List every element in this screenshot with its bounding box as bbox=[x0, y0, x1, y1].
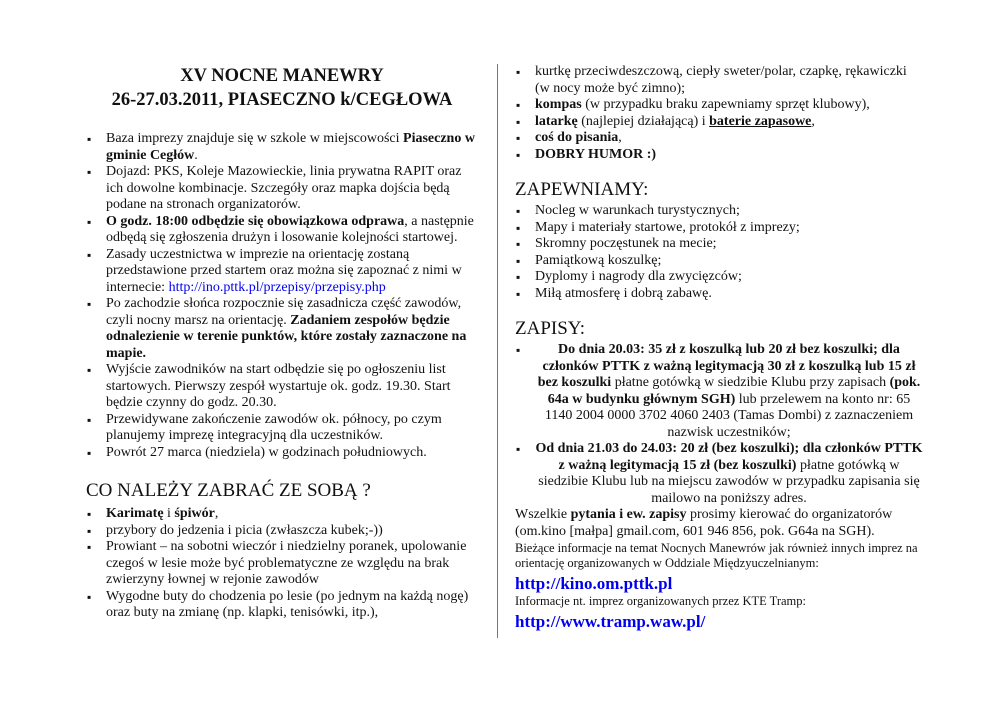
signup-heading: ZAPISY: bbox=[515, 318, 586, 339]
list-item: ▪ Mapy i materiały startowe, protokół z imprezy; bbox=[515, 220, 923, 237]
list-item: ▪ coś do pisania, bbox=[515, 130, 923, 147]
info-note-2: Informacje nt. imprez organizowanych przez KTE Tramp: bbox=[515, 594, 806, 608]
list-item: ▪ latarkę (najlepiej działającą) i baterie zapasowe, bbox=[515, 114, 923, 131]
bring-heading: CO NALEŻY ZABRAĆ ZE SOBĄ ? bbox=[86, 480, 371, 501]
provide-list bbox=[515, 203, 923, 302]
list-item: ▪ Zasady uczestnictwa w imprezie na orientację zostaną przedstawione przed startem oraz można się zapoznać z nimi w internecie: http://ino.pttk.pl/przepisy/przepisy.php bbox=[86, 247, 478, 297]
tramp-link[interactable]: http://www.tramp.waw.pl/ bbox=[515, 612, 706, 631]
list-item: ▪ Baza imprezy znajduje się w szkole w miejscowości Piaseczno w gminie Cegłów. bbox=[86, 131, 478, 164]
list-item: ▪ kompas (w przypadku braku zapewniamy sprzęt klubowy), bbox=[515, 97, 923, 114]
list-item: ▪ Od dnia 21.03 do 24.03: 20 zł (bez koszulki); dla członków PTTK z ważną legitymacją 15 zł (bez koszulki) płatne gotówką w siedzibie Klubu lub na miejscu zawodów w przypadku zapisania się mailowo na poniższy adres. bbox=[515, 441, 923, 507]
list-item: ▪ Dojazd: PKS, Koleje Mazowieckie, linia prywatna RAPIT oraz ich dowolne kombinacje. Szczegóły oraz mapka dojścia będą podane na stronach organizatorów. bbox=[86, 164, 478, 214]
questions-note: Wszelkie pytania i ew. zapisy prosimy kierować do organizatorów (om.kino [małpa] gmail.com, 601 946 856, pok. G64a na SGH). bbox=[515, 507, 893, 539]
list-item: ▪ Przewidywane zakończenie zawodów ok. północy, po czym planujemy imprezę integracyjną dla uczestników. bbox=[86, 412, 478, 445]
list-item: ▪ Pamiątkową koszulkę; bbox=[515, 253, 923, 270]
column-divider bbox=[497, 64, 498, 638]
rules-link[interactable]: http://ino.pttk.pl/przepisy/przepisy.php bbox=[168, 279, 386, 295]
list-item: ▪ DOBRY HUMOR :) bbox=[515, 147, 923, 164]
left-column bbox=[86, 64, 478, 622]
event-title: XV NOCNE MANEWRY bbox=[180, 66, 384, 86]
list-item: ▪ Do dnia 20.03: 35 zł z koszulką lub 20 zł bez koszulki; dla członków PTTK z ważną legitymacją 30 zł z koszulką lub 15 zł bez koszulki płatne gotówką w siedzibie Klubu przy zapisach (pok. 64a w budynku głównym SGH) lub przelewem na konto nr: 65 1140 2004 0000 3702 4060 2403 (Tamas Dombi) z zaznaczeniem nazwisk uczestników; bbox=[515, 342, 923, 441]
list-item: ▪ Miłą atmosferę i dobrą zabawę. bbox=[515, 286, 923, 303]
right-column bbox=[515, 64, 923, 632]
info-note-1: Bieżące informacje na temat Nocnych Manewrów jak również innych imprez na orientację organizowanych w Oddziale Międzyuczelnianym: bbox=[515, 541, 918, 570]
list-item: ▪ Wyjście zawodników na start odbędzie się po ogłoszeniu list startowych. Pierwszy zespół wystartuje ok. godz. 19.30. Start będzie czynny do godz. 20.30. bbox=[86, 362, 478, 412]
provide-heading: ZAPEWNIAMY: bbox=[515, 179, 649, 200]
list-item: ▪ Dyplomy i nagrody dla zwycięzców; bbox=[515, 269, 923, 286]
kino-link[interactable]: http://kino.om.pttk.pl bbox=[515, 574, 673, 593]
list-item: ▪ kurtkę przeciwdeszczową, ciepły sweter/polar, czapkę, rękawiczki (w nocy może być zimno); bbox=[515, 64, 923, 97]
list-item: ▪ Nocleg w warunkach turystycznych; bbox=[515, 203, 923, 220]
list-item: ▪ O godz. 18:00 odbędzie się obowiązkowa odprawa, a następnie odbędą się zgłoszenia drużyn i losowanie kolejności startowej. bbox=[86, 214, 478, 247]
list-item: ▪ Powrót 27 marca (niedziela) w godzinach południowych. bbox=[86, 445, 478, 462]
list-item: ▪ Po zachodzie słońca rozpocznie się zasadnicza część zawodów, czyli nocny marsz na orientację. Zadaniem zespołów będzie odnalezienie w terenie punktów, które zostały zaznaczone na mapie. bbox=[86, 296, 478, 362]
list-item: ▪ Wygodne buty do chodzenia po lesie (po jednym na każdą nogę) oraz buty na zmianę (np. klapki, tenisówki, itp.), bbox=[86, 589, 478, 622]
signup-list bbox=[515, 342, 923, 507]
intro-list bbox=[86, 131, 478, 461]
list-item: ▪ Prowiant – na sobotni wieczór i niedzielny poranek, upolowanie czegoś w lesie może być problematyczne ze względu na brak zwierzyny łownej w rejonie zawodów bbox=[86, 539, 478, 589]
bring-list-left bbox=[86, 506, 478, 622]
list-item: ▪ przybory do jedzenia i picia (zwłaszcza kubek;-)) bbox=[86, 523, 478, 540]
list-item: ▪ Skromny poczęstunek na mecie; bbox=[515, 236, 923, 253]
event-date-place: 26-27.03.2011, PIASECZNO k/CEGŁOWA bbox=[111, 90, 453, 110]
bring-list-right bbox=[515, 64, 923, 163]
list-item: ▪ Karimatę i śpiwór, bbox=[86, 506, 478, 523]
